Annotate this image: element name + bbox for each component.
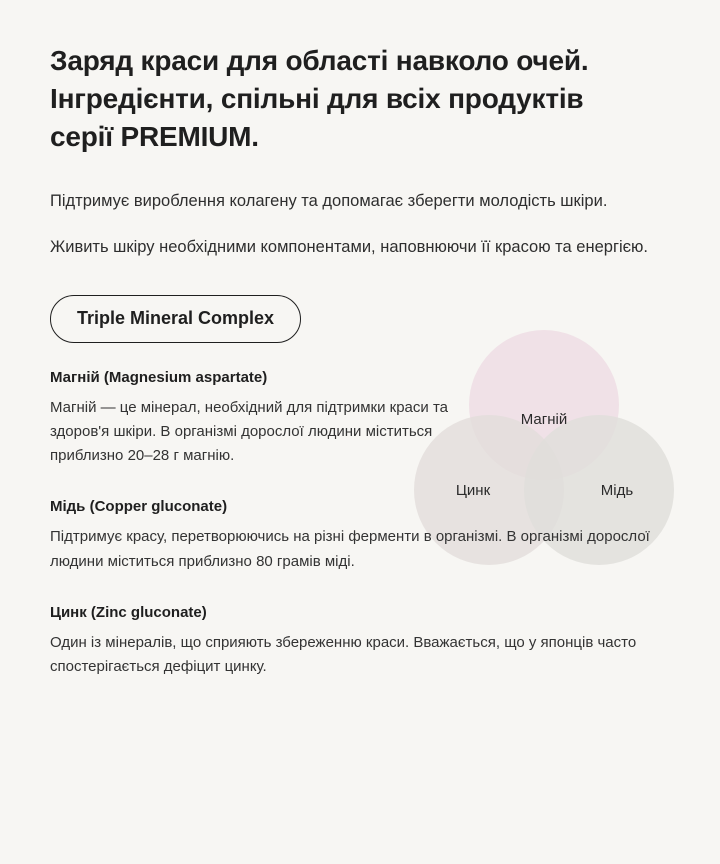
mineral-term-magnesium: Магній (Magnesium aspartate): [50, 368, 268, 386]
mineral-term-copper: Мідь (Copper gluconate): [50, 498, 228, 516]
venn-label-magnesium: Магній: [520, 410, 568, 428]
page-title: Заряд краси для області навколо очей. Інгредієнти, спільні для всіх продуктів серії PREMIUM.: [50, 45, 589, 152]
mineral-term-zinc: Цинк (Zinc gluconate): [50, 604, 207, 621]
mineral-desc-copper: Підтримує красу, перетворюючись на різні ферменти в організмі. В організмі дорослої людини міститься приблизно 80 грамів міді.: [50, 528, 650, 570]
mineral-desc-magnesium: Магній — це мінерал, необхідний для підтримки краси та здоров'я шкіри. В організмі дорослої людини міститься приблизно 20–28 г магнію.: [50, 398, 448, 465]
lead-paragraph-2: Живить шкіру необхідними компонентами, наповнюючи її красою та енергією.: [50, 237, 649, 256]
triple-mineral-complex-badge: Triple Mineral Complex: [50, 295, 301, 343]
lead-paragraph-1: Підтримує вироблення колагену та допомагає зберегти молодість шкіри.: [50, 192, 608, 211]
minerals-section: [50, 295, 650, 680]
venn-label-zinc: Цинк: [455, 481, 491, 499]
mineral-item-magnesium: [50, 369, 450, 469]
venn-label-copper: Мідь: [600, 481, 634, 499]
mineral-item-copper: [50, 498, 650, 574]
mineral-item-zinc: [50, 604, 650, 680]
mineral-desc-zinc: Один із мінералів, що сприяють збереженню краси. Вважається, що у японців часто спостерігається дефіцит цинку.: [50, 634, 637, 676]
